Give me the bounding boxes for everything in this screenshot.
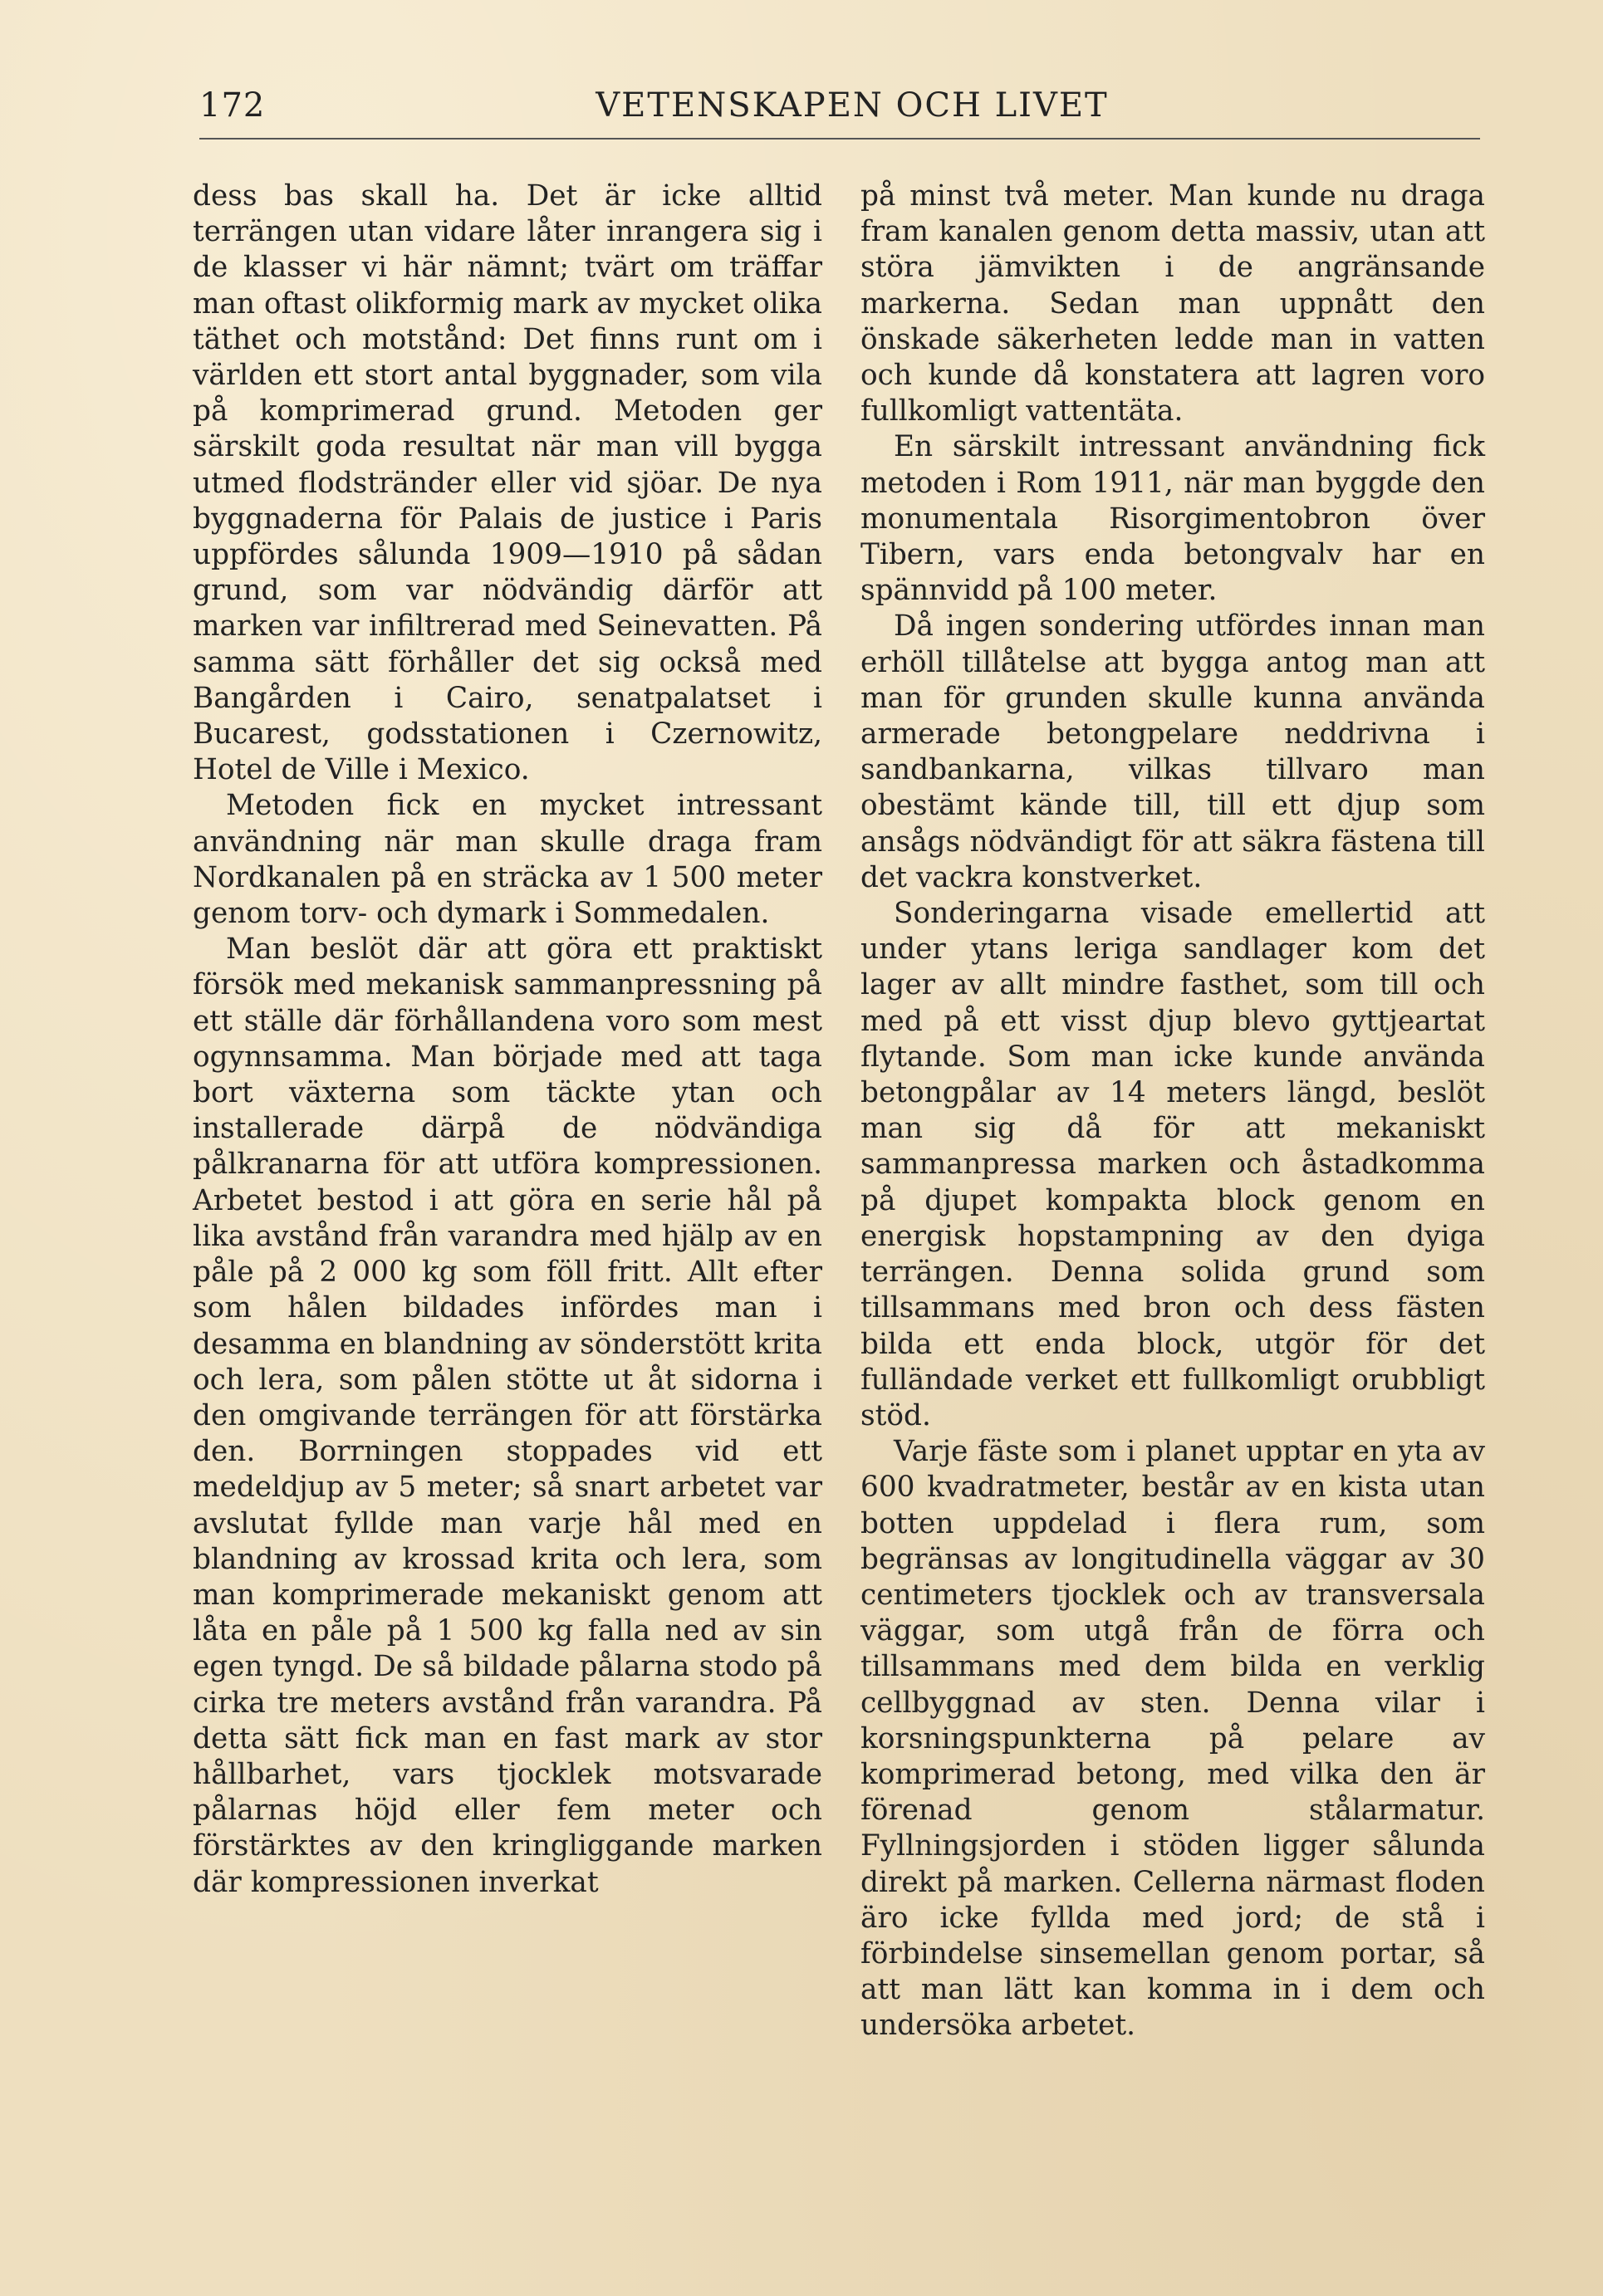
article-body bbox=[0, 179, 1603, 2296]
paragraph: Man beslöt där att göra ett praktiskt försök med mekanisk sammanpressning på ett ställe där förhållandena voro som mest ogynnsamma. Man började med att taga bort växterna som täckte ytan och installerade därpå de nödvändiga pålkranarna för att utföra kompressionen. Arbetet bestod i att göra en serie hål på lika avstånd från varandra med hjälp av en påle på 2 000 kg som föll fritt. Allt efter som hålen bildades infördes man i desamma en blandning av sönderstött krita och lera, som pålen stötte ut åt sidorna i den omgivande terrängen för att förstärka den. Borrningen stoppades vid ett medeldjup av 5 meter; så snart arbetet var avslutat fyllde man varje hål med en blandning av krossad krita och lera, som man komprimerade mekaniskt genom att låta en påle på 1 500 kg falla ned av sin egen tyngd. De så bildade pålarna stodo på cirka tre meters avstånd från varandra. På detta sätt fick man en fast mark av stor hållbarhet, vars tjocklek motsvarade pålarnas höjd eller fem meter och förstärktes av den kringliggande marken där kompressionen inverkat bbox=[193, 933, 822, 1899]
paragraph: Varje fäste som i planet upptar en yta av 600 kvadratmeter, består av en kista utan botten uppdelad i flera rum, som begränsas av longitudinella väggar av 30 centimeters tjocklek och av transversala väggar, som utgå från de förra och tillsammans med dem bilda en verklig cellbyggnad av sten. Denna vilar i korsningspunkterna på pelare av komprimerad betong, med vilka den är förenad genom stålarmatur. Fyllningsjorden i stöden ligger sålunda direkt på marken. Cellerna närmast floden äro icke fyllda med jord; de stå i förbindelse sinsemellan genom portar, så att man lätt kan komma in i dem och undersöka arbetet. bbox=[860, 1435, 1485, 2043]
paragraph: En särskilt intressant användning fick metoden i Rom 1911, när man byggde den monumentala Risorgimentobron över Tibern, vars enda betongvalv har en spännvidd på 100 meter. bbox=[860, 430, 1485, 608]
page-number: 172 bbox=[199, 86, 266, 125]
right-column bbox=[860, 179, 1485, 2044]
paragraph: på minst två meter. Man kunde nu draga fram kanalen genom detta massiv, utan att störa jämvikten i de angränsande markerna. Sedan man uppnått den önskade säkerheten ledde man in vatten och kunde då konstatera att lagren voro fullkomligt vattentäta. bbox=[860, 179, 1485, 428]
paragraph: Metoden fick en mycket intressant användning när man skulle draga fram Nordkanalen på en sträcka av 1 500 meter genom torv- och dymark i Sommedalen. bbox=[193, 789, 822, 931]
running-title: VETENSKAPEN OCH LIVET bbox=[596, 86, 1109, 125]
paragraph: dess bas skall ha. Det är icke alltid terrängen utan vidare låter inrangera sig i de klasser vi här nämnt; tvärt om träffar man oftast olikformig mark av mycket olika täthet och motstånd: Det finns runt om i världen ett stort antal byggnader, som vila på komprimerad grund. Metoden ger särskilt goda resultat när man vill bygga utmed flodstränder eller vid sjöar. De nya byggnaderna för Palais de justice i Paris uppfördes sålunda 1909—1910 på sådan grund, som var nödvändig därför att marken var infiltrerad med Seinevatten. På samma sätt förhåller det sig också med Bangården i Cairo, senatpalatset i Bucarest, godsstationen i Czernowitz, Hotel de Ville i Mexico. bbox=[193, 179, 822, 787]
header-rule bbox=[199, 138, 1480, 140]
paragraph: Då ingen sondering utfördes innan man erhöll tillåtelse att bygga antog man att man för grunden skulle kunna använda armerade betongpelare neddrivna i sandbankarna, vilkas tillvaro man obestämt kände till, till ett djup som ansågs nödvändigt för att säkra fästena till det vackra konstverket. bbox=[860, 609, 1485, 894]
left-column bbox=[193, 179, 822, 1901]
paragraph: Sonderingarna visade emellertid att under ytans leriga sandlager kom det lager av allt mindre fasthet, som till och med på ett visst djup blevo gyttjeartat flytande. Som man icke kunde använda betongpålar av 14 meters längd, beslöt man sig då för att mekaniskt sammanpressa marken och åstadkomma på djupet kompakta block genom en energisk hopstampning av den dyiga terrängen. Denna solida grund som tillsammans med bron och dess fästen bilda ett enda block, utgör för det fulländade verket ett fullkomligt orubbligt stöd. bbox=[860, 897, 1485, 1432]
page-header bbox=[199, 81, 1480, 140]
